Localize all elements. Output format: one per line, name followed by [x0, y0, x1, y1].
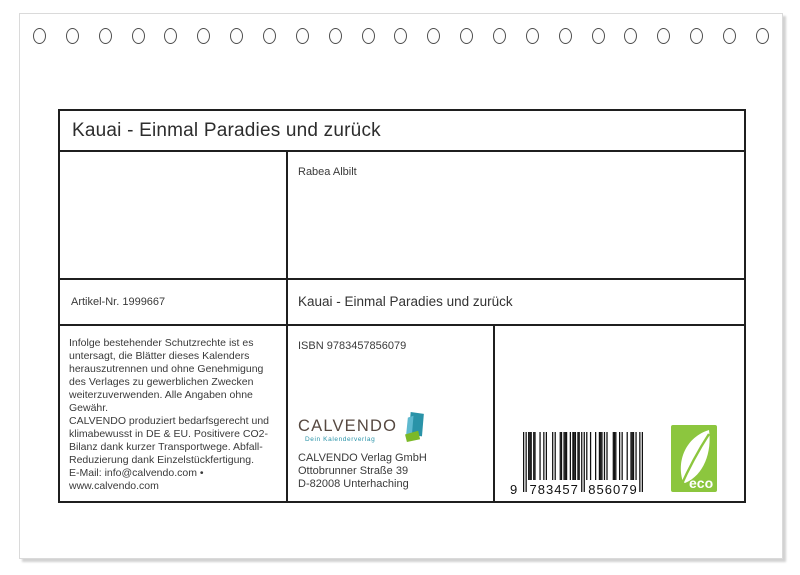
binding-holes [33, 28, 769, 44]
calendar-back-sheet [19, 13, 783, 559]
publisher-address [298, 452, 485, 491]
binding-hole [559, 28, 572, 44]
eco-label: eco [689, 475, 714, 491]
article-row [60, 280, 744, 326]
barcode-digits-left: 783457 [529, 482, 579, 497]
address-line: CALVENDO Verlag GmbH [298, 452, 427, 464]
binding-hole [657, 28, 670, 44]
binding-hole [723, 28, 736, 44]
binding-hole [329, 28, 342, 44]
calvendo-logo-text [298, 418, 397, 443]
info-table [58, 109, 746, 503]
barcode-digits-right: 856079 [588, 482, 638, 497]
legal-text-cell [60, 326, 288, 501]
binding-hole [33, 28, 46, 44]
legal-paragraph: Infolge bestehender Schutzrechte ist es untersagt, die Blätter dieses Kalenders herauszutrennen und ohne Genehmigung des Verlages zu gewerblichen Zwecken weiterzuverwenden. Alle Angaben ohne Gewähr. [69, 337, 264, 414]
calvendo-tagline: Dein Kalenderverlag [305, 436, 376, 443]
info-row [60, 326, 744, 501]
address-line: Ottobrunner Straße 39 [298, 465, 409, 477]
calendar-title-cell [288, 280, 744, 324]
binding-hole [99, 28, 112, 44]
binding-hole [394, 28, 407, 44]
legal-paragraph-email: E-Mail: info@calvendo.com • [69, 467, 204, 479]
binding-hole [230, 28, 243, 44]
author-cell [288, 152, 744, 277]
barcode-cell [495, 326, 744, 501]
publisher-cell [288, 326, 495, 501]
binding-hole [197, 28, 210, 44]
ean-barcode [510, 432, 643, 497]
page-title: Kauai - Einmal Paradies und zurück [72, 119, 381, 141]
binding-hole [132, 28, 145, 44]
binding-hole [690, 28, 703, 44]
calvendo-logo [298, 411, 485, 443]
binding-hole [164, 28, 177, 44]
calvendo-wordmark: CALVENDO [298, 417, 398, 435]
binding-hole [263, 28, 276, 44]
legal-paragraph-website: www.calvendo.com [69, 480, 159, 492]
blank-cell [60, 152, 288, 277]
author-row [60, 152, 744, 279]
author-name: Rabea Albilt [298, 166, 357, 179]
binding-hole [592, 28, 605, 44]
binding-hole [460, 28, 473, 44]
barcode-digit-lead: 9 [510, 482, 518, 497]
binding-hole [526, 28, 539, 44]
binding-hole [427, 28, 440, 44]
title-row [60, 111, 744, 152]
article-number-cell [60, 280, 288, 324]
legal-paragraph: CALVENDO produziert bedarfsgerecht und klimabewusst in DE & EU. Positivere CO2-Bilanz dank kurzer Transportwege. Abfall-Reduzierung dank Einzelstückfertigung. [69, 415, 269, 466]
isbn-text: ISBN 9783457856079 [298, 340, 407, 352]
calendar-title: Kauai - Einmal Paradies und zurück [298, 294, 513, 310]
eco-leaf-badge [671, 425, 717, 492]
binding-hole [296, 28, 309, 44]
binding-hole [624, 28, 637, 44]
calendar-pages-icon [402, 411, 425, 443]
address-line: D-82008 Unterhaching [298, 478, 409, 490]
binding-hole [362, 28, 375, 44]
article-number: Artikel-Nr. 1999667 [71, 295, 166, 308]
binding-hole [66, 28, 79, 44]
binding-hole [756, 28, 769, 44]
binding-hole [493, 28, 506, 44]
